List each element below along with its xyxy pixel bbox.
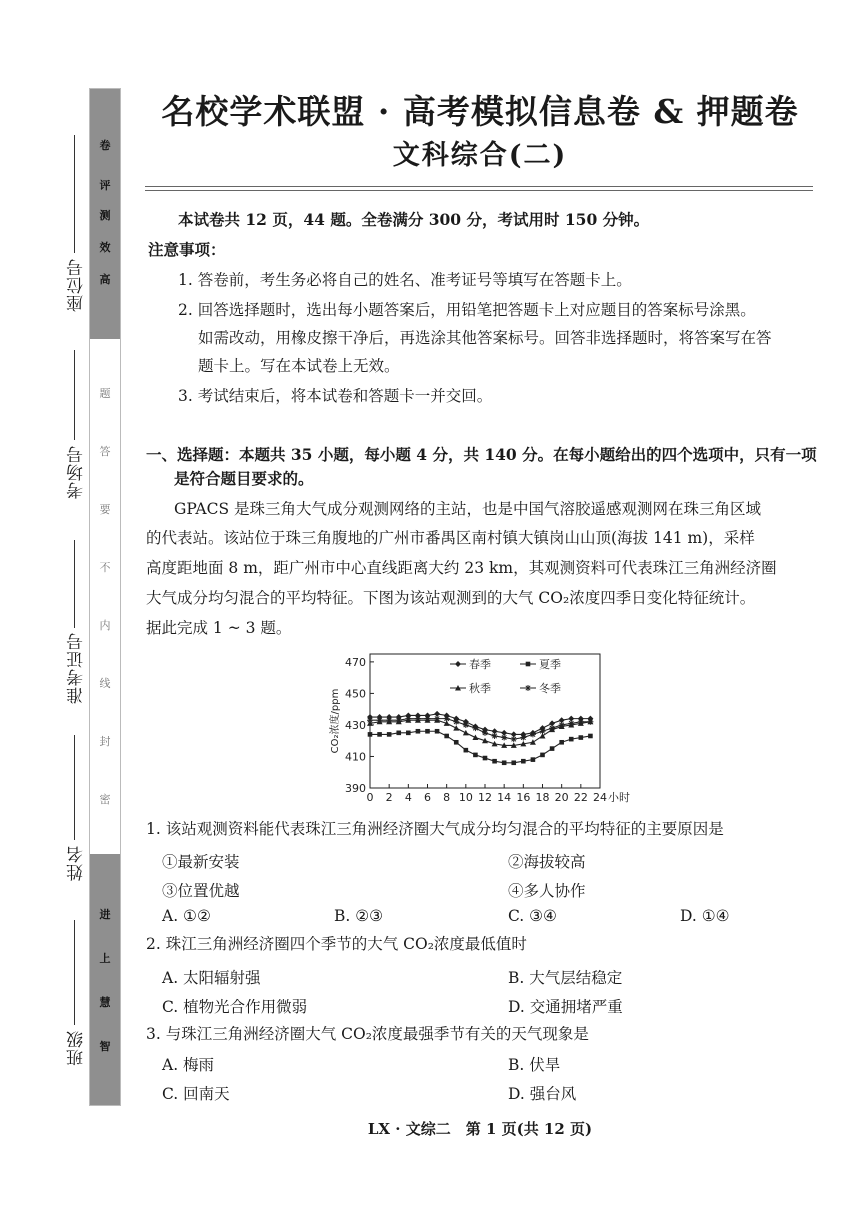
strip-char: 内 (99, 619, 111, 632)
x-tick-label: 10 (458, 791, 473, 804)
strip-char: 进 (99, 908, 111, 921)
data-point (540, 753, 545, 758)
name-label: 姓名 (67, 845, 87, 881)
data-point (415, 716, 421, 722)
x-tick-label: 0 (366, 791, 374, 804)
strip-char: 要 (99, 503, 111, 516)
x-tick-label: 12 (478, 791, 492, 804)
data-point (559, 722, 565, 728)
y-tick-label: 470 (345, 655, 366, 669)
note-item: 题卡上。写在本试卷上无效。 (198, 357, 400, 375)
answer-option: B. 伏旱 (508, 1056, 561, 1074)
legend-label: 冬季 (539, 682, 561, 695)
x-tick-label: 8 (443, 791, 451, 804)
passage-line: 大气成分均匀混合的平均特征。下图为该站观测到的大气 CO₂浓度四季日变化特征统计。 (146, 589, 756, 607)
series-line (370, 731, 590, 763)
legend-marker (455, 661, 461, 667)
passage-line: 高度距地面 8 m，距广州市中心直线距离大约 23 km，其观测资料可代表珠江三角洲经济圈 (146, 559, 777, 577)
section-heading: 是符合题目要求的。 (174, 469, 314, 488)
seat-number-label: 座位号 (67, 258, 87, 312)
data-point (569, 737, 574, 742)
answer-option: D. ①④ (680, 907, 730, 925)
note-item: 2. 回答选择题时，选出每小题答案后，用铅笔把答题卡上对应题目的答案标号涂黑。 (178, 301, 756, 319)
data-point (396, 731, 401, 736)
data-point (520, 735, 526, 741)
x-tick-label: 18 (535, 791, 550, 804)
data-point (425, 716, 431, 722)
data-point (368, 732, 373, 737)
legend-marker (525, 685, 531, 691)
data-point (492, 759, 497, 764)
strip-char: 不 (99, 561, 111, 574)
data-point (463, 722, 469, 728)
data-point (521, 759, 526, 764)
x-tick-label: 14 (497, 791, 512, 804)
data-point (559, 740, 564, 745)
intro-text: 本试卷共 12 页，44 题。全卷满分 300 分，考试用时 150 分钟。 (178, 210, 650, 229)
binding-strip (89, 88, 121, 1106)
x-tick-label: 20 (554, 791, 569, 804)
data-point (444, 716, 450, 722)
notes-title: 注意事项： (148, 240, 226, 259)
data-point (472, 725, 478, 731)
answer-option: C. 植物光合作用微弱 (162, 998, 308, 1016)
data-point (568, 720, 574, 726)
data-point (396, 717, 402, 723)
answer-option: A. 梅雨 (162, 1056, 215, 1074)
data-point (453, 725, 459, 731)
data-point (454, 740, 459, 745)
data-point (587, 719, 593, 725)
class-line[interactable] (74, 920, 75, 1025)
data-point (550, 746, 555, 751)
data-point (511, 736, 517, 742)
data-point (579, 735, 584, 740)
strip-bottom-dark (90, 854, 120, 1105)
data-point (472, 735, 478, 741)
data-point (588, 734, 593, 739)
answer-option: D. 强台风 (508, 1085, 577, 1103)
data-point (406, 731, 411, 736)
page-footer: LX · 文综二 第 1 页(共 12 页) (367, 1120, 593, 1138)
data-point (425, 729, 430, 734)
note-item: 3. 考试结束后，将本试卷和答题卡一并交回。 (178, 387, 493, 405)
data-point (367, 717, 373, 723)
answer-option: A. ①② (162, 907, 211, 925)
data-point (578, 719, 584, 725)
exam-room-line[interactable] (74, 350, 75, 440)
data-point (482, 730, 488, 736)
strip-char: 封 (99, 735, 111, 748)
data-point (444, 734, 449, 739)
strip-char: 高 (99, 273, 111, 286)
data-point (386, 717, 392, 723)
question-item: ④多人协作 (508, 882, 586, 900)
strip-char: 上 (99, 952, 111, 965)
strip-middle-light (90, 339, 120, 854)
name-line[interactable] (74, 735, 75, 840)
strip-char: 慧 (99, 996, 111, 1009)
header-rule (145, 186, 813, 187)
answer-option: B. ②③ (334, 907, 384, 925)
legend-label: 夏季 (539, 658, 561, 671)
data-point (434, 716, 440, 722)
page-subtitle: 文科综合(二) (392, 140, 568, 171)
x-tick-label: 6 (424, 791, 431, 804)
data-point (405, 716, 411, 722)
question-item: ②海拔较高 (508, 853, 586, 871)
data-point (502, 760, 507, 765)
question-item: ③位置优越 (162, 882, 240, 900)
question-item: ①最新安装 (162, 853, 240, 871)
y-tick-label: 410 (345, 750, 366, 764)
y-axis-label: CO₂浓度/ppm (330, 688, 341, 754)
strip-char: 线 (99, 677, 111, 690)
class-label: 班级 (67, 1030, 87, 1066)
data-point (549, 725, 555, 731)
y-tick-label: 450 (345, 687, 366, 701)
data-point (377, 717, 383, 723)
x-tick-label: 22 (573, 791, 588, 804)
data-point (511, 760, 516, 765)
note-item: 1. 答卷前，考生务必将自己的姓名、准考证号等填写在答题卡上。 (178, 271, 632, 289)
y-tick-label: 390 (345, 782, 366, 795)
question-stem: 3. 与珠江三角洲经济圈大气 CO₂浓度最强季节有关的天气现象是 (146, 1025, 589, 1043)
data-point (483, 756, 488, 761)
legend-label: 春季 (469, 658, 491, 671)
x-tick-label: 24 (593, 791, 607, 804)
passage-line: 的代表站。该站位于珠三角腹地的广州市番禺区南村镇大镇岗山山顶(海拔 141 m)，采样 (146, 529, 755, 547)
question-stem: 2. 珠江三角洲经济圈四个季节的大气 CO₂浓度最低值时 (146, 935, 527, 953)
legend-label: 秋季 (469, 682, 491, 695)
data-point (463, 730, 469, 736)
data-point (530, 731, 536, 737)
header-rule (145, 190, 813, 191)
data-point (540, 728, 546, 734)
passage-line: 据此完成 1 ~ 3 题。 (146, 619, 292, 637)
ticket-number-label: 准考证号 (67, 632, 87, 704)
strip-char: 答 (99, 445, 111, 458)
strip-char: 密 (99, 793, 111, 806)
strip-char: 题 (99, 387, 111, 400)
co2-chart (325, 648, 635, 812)
strip-char: 效 (99, 241, 111, 254)
answer-option: A. 太阳辐射强 (162, 969, 261, 987)
data-point (377, 732, 382, 737)
data-point (416, 729, 421, 734)
y-tick-label: 430 (345, 718, 366, 732)
data-point (387, 732, 392, 737)
strip-char: 评 (99, 179, 111, 192)
section-heading: 一、选择题：本题共 35 小题，每小题 4 分，共 140 分。在每小题给出的四个选项中，只有一项 (146, 445, 817, 464)
x-tick-label: 16 (516, 791, 531, 804)
data-point (473, 753, 478, 758)
answer-option: B. 大气层结稳定 (508, 969, 623, 987)
seat-number-line[interactable] (74, 135, 75, 253)
note-item: 如需改动，用橡皮擦干净后，再选涂其他答案标号。回答非选择题时，将答案写在答 (198, 329, 772, 347)
strip-char: 卷 (99, 139, 111, 152)
data-point (453, 719, 459, 725)
answer-option: C. 回南天 (162, 1085, 230, 1103)
x-tick-label: 4 (404, 791, 412, 804)
legend-marker (526, 662, 531, 667)
ticket-number-line[interactable] (74, 540, 75, 628)
answer-option: C. ③④ (508, 907, 557, 925)
data-point (531, 757, 536, 762)
data-point (501, 735, 507, 741)
data-point (435, 729, 440, 734)
page-title: 名校学术联盟 · 高考模拟信息卷 & 押题卷 (161, 92, 799, 131)
data-point (530, 739, 536, 745)
data-point (492, 733, 498, 739)
question-stem: 1. 该站观测资料能代表珠江三角洲经济圈大气成分均匀混合的平均特征的主要原因是 (146, 820, 724, 838)
answer-option: D. 交通拥堵严重 (508, 998, 623, 1016)
exam-room-label: 考场号 (67, 445, 87, 499)
strip-char: 智 (99, 1040, 111, 1053)
strip-top-dark (90, 89, 120, 339)
passage-line: GPACS 是珠三角大气成分观测网络的主站，也是中国气溶胶遥感观测网在珠三角区域 (174, 500, 761, 518)
series-line (370, 714, 590, 734)
x-unit-label: 小时 (608, 791, 630, 804)
data-point (464, 748, 469, 753)
x-tick-label: 2 (385, 791, 393, 804)
strip-char: 测 (99, 209, 111, 222)
